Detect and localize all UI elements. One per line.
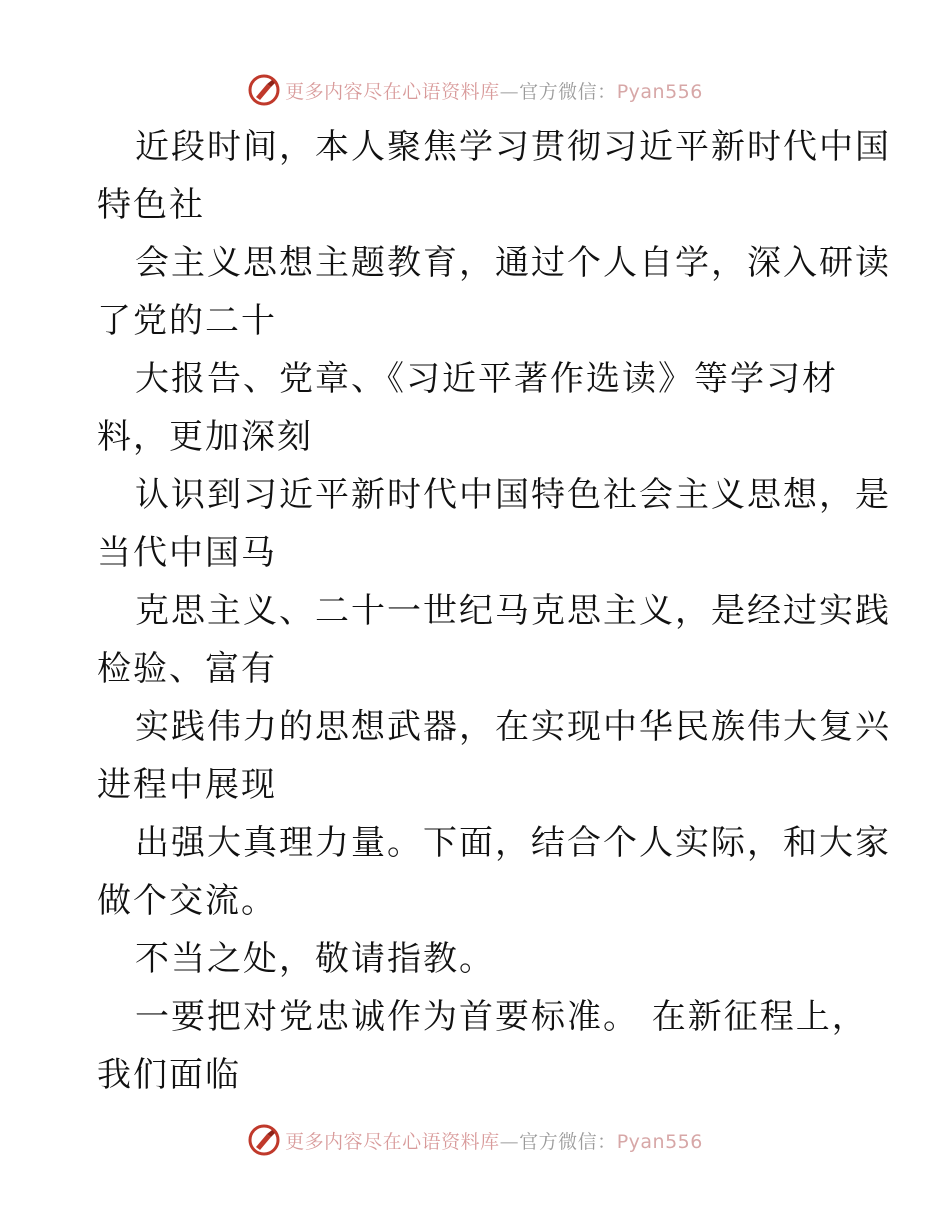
- header-watermark: [0, 70, 950, 110]
- text-line: 了党的二十: [97, 301, 277, 341]
- text-line: 大报告、党章、《习近平著作选读》等学习材: [135, 359, 838, 399]
- text-line: 近段时间，本人聚焦学习贯彻习近平新时代中国: [135, 127, 891, 167]
- text-line: 会主义思想主题教育，通过个人自学，深入研读: [135, 243, 891, 283]
- text-line: 料，更加深刻: [97, 417, 313, 457]
- text-line: 认识到习近平新时代中国特色社会主义思想，是: [135, 475, 891, 515]
- footer-watermark: [0, 1120, 950, 1160]
- text-line: 做个交流。: [97, 881, 277, 921]
- watermark-official-label: 官方微信：: [519, 80, 617, 103]
- text-line: 特色社: [97, 185, 205, 225]
- text-line: 进程中展现: [97, 765, 277, 805]
- text-line: 实践伟力的思想武器，在实现中华民族伟大复兴: [135, 707, 891, 747]
- text-line: 检验、富有: [97, 649, 277, 689]
- text-line: 出强大真理力量。下面，结合个人实际，和大家: [135, 823, 891, 863]
- watermark-id: Pyan556: [616, 80, 703, 103]
- watermark-dash: —: [499, 1130, 520, 1153]
- watermark-dash: —: [499, 80, 520, 103]
- watermark-text: [285, 1127, 703, 1154]
- pen-nib-logo-icon: [247, 73, 281, 107]
- text-line: 不当之处，敬请指教。: [135, 939, 495, 979]
- watermark-text: [285, 77, 703, 104]
- text-line: 克思主义、二十一世纪马克思主义，是经过实践: [135, 591, 891, 631]
- pen-nib-logo-icon: [247, 1123, 281, 1157]
- watermark-id: Pyan556: [616, 1130, 703, 1153]
- watermark-site: 更多内容尽在心语资料库: [285, 80, 500, 103]
- watermark-site: 更多内容尽在心语资料库: [285, 1130, 500, 1153]
- text-line: 当代中国马: [97, 533, 277, 573]
- watermark-official-label: 官方微信：: [519, 1130, 617, 1153]
- document-body: [97, 118, 891, 1104]
- text-line: 一要把对党忠诚作为首要标准。 在新征程上，: [135, 997, 868, 1037]
- text-line: 我们面临: [97, 1055, 241, 1095]
